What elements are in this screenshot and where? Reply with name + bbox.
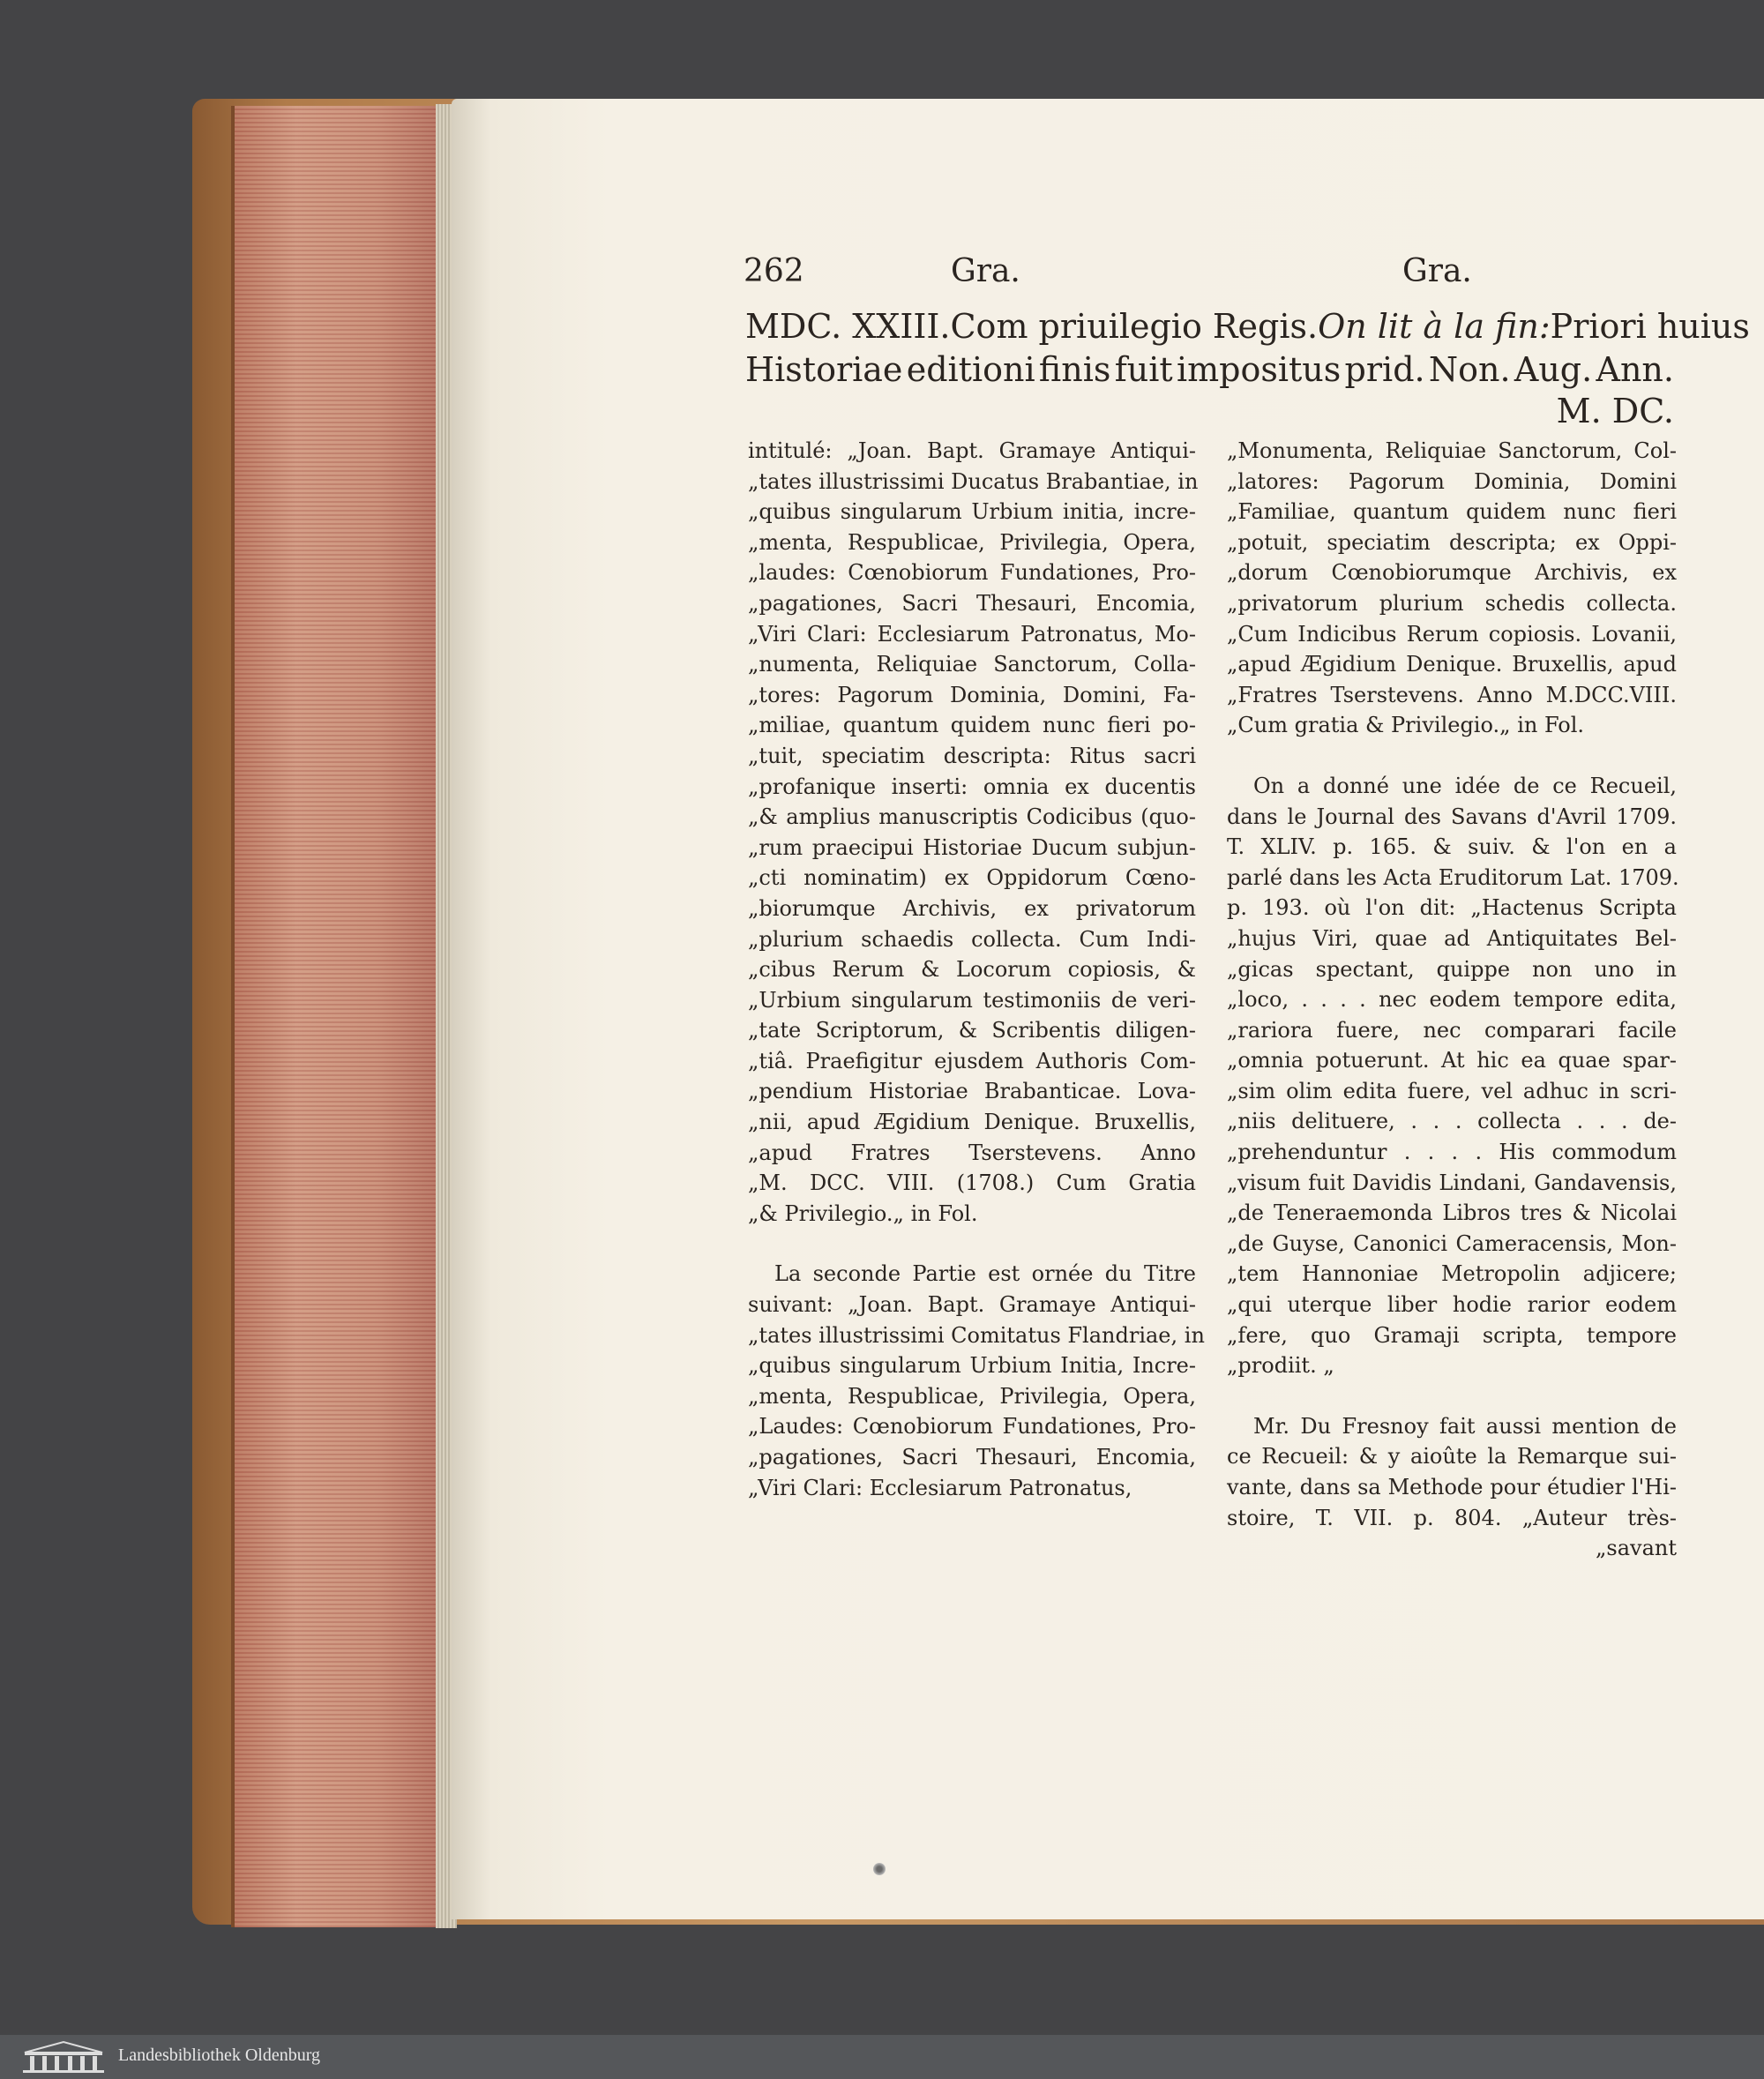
running-head-right: Gra. [1402,253,1472,289]
footer-bar [0,2035,1764,2079]
heading-word: Historiae [745,350,903,389]
heading-word: impositus [1176,350,1342,389]
page-fore-edge [231,106,439,1927]
text-line: Mr. Du Fresnoy fait aussi mention de [1253,1413,1677,1439]
text-line: intitulé: „Joan. Bapt. Gramaye Antiqui- [748,438,1196,463]
right-text-column [1227,436,1677,1564]
text-line: „cti nominatim) ex Oppidorum Cœno- [748,865,1196,891]
heading-word: Non. [1428,350,1511,389]
heading-line-3: M. DC. [1556,392,1674,430]
text-line: „apud Ægidium Denique. Bruxellis, apud [1227,652,1677,677]
text-line: parlé dans les Acta Eruditorum Lat. 1709. [1227,864,1679,890]
text-line: „pagationes, Sacri Thesauri, Encomia, [748,1445,1196,1470]
text-line: „miliae, quantum quidem nunc fieri po- [748,713,1196,738]
text-line: „pendium Historiae Brabanticae. Lova- [748,1079,1196,1104]
text-line: „rum praecipui Historiae Ducum subjun- [748,834,1196,860]
text-line: „hujus Viri, quae ad Antiquitates Bel- [1227,925,1677,951]
text-line: „cibus Rerum & Locorum copiosis, & [748,957,1196,983]
text-line: „Cum Indicibus Rerum copiosis. Lovanii, [1227,621,1677,647]
heading-line-1 [745,305,1750,348]
text-line: vante, dans sa Methode pour étudier l'Hi- [1227,1475,1677,1499]
heading-privilege: Com priuilegio Regis. [950,307,1319,346]
text-line: „tiâ. Praefigitur ejusdem Authoris Com- [748,1048,1196,1073]
text-line: „tates illustrissimi Comitatus Flandriae, in [748,1322,1205,1348]
text-line: ce Recueil: & y aioûte la Remarque sui- [1227,1444,1677,1470]
text-line: „apud Fratres Tserstevens. Anno [748,1140,1196,1165]
text-line: „potuit, speciatim descripta; ex Oppi- [1227,529,1677,555]
text-line: „de Teneraemonda Libros tres & Nicolai [1227,1200,1677,1226]
text-line: „tates illustrissimi Ducatus Brabantiae, in [748,468,1199,494]
text-line: „Viri Clari: Ecclesiarum Patronatus, Mo- [748,621,1196,647]
text-line: „rariora fuere, nec comparari facile [1227,1017,1677,1043]
heading-quote-start: Priori huius [1550,307,1750,346]
text-line: „Laudes: Cœnobiorum Fundationes, Pro- [748,1414,1196,1440]
text-line: „M. DCC. VIII. (1708.) Cum Gratia [748,1170,1196,1196]
text-line: On a donné une idée de ce Recueil, [1253,773,1677,798]
text-line: „qui uterque liber hodie rarior eodem [1227,1292,1677,1318]
heading-word: prid. [1344,350,1425,389]
heading-word: finis [1038,350,1111,389]
text-line: p. 193. où l'on dit: „Hactenus Scripta [1227,895,1677,921]
text-line: „fere, quo Gramaji scripta, tempore [1227,1322,1677,1348]
text-line: „& amplius manuscriptis Codicibus (quo- [748,804,1196,830]
text-line: „privatorum plurium schedis collecta. [1227,590,1677,616]
text-line: „pagationes, Sacri Thesauri, Encomia, [748,590,1196,616]
library-name: Landesbibliothek Oldenburg [118,2045,321,2065]
text-line: „tate Scriptorum, & Scribentis diligen- [748,1018,1196,1043]
text-line: La seconde Partie est ornée du Titre [774,1261,1196,1287]
text-line: „Familiae, quantum quidem nunc fieri [1227,499,1677,525]
text-line: dans le Journal des Savans d'Avril 1709. [1227,804,1677,829]
paragraph-gap [1227,1381,1677,1411]
heading-word: fuit [1114,350,1173,389]
text-line: „nii, apud Ægidium Denique. Bruxellis, [748,1110,1196,1135]
text-line: „Monumenta, Reliquiae Sanctorum, Col- [1227,438,1677,463]
text-line: „gicas spectant, quippe non uno in [1227,956,1677,982]
text-line: „tuit, speciatim descripta: Ritus sacri [748,743,1196,768]
page-ornament [873,1863,886,1875]
text-line: „quibus singularum Urbium Initia, Incre- [748,1353,1196,1379]
text-line: „menta, Respublicae, Privilegia, Opera, [748,529,1196,555]
text-line: suivant: „Joan. Bapt. Gramaye Antiqui- [748,1292,1196,1318]
text-line: „visum fuit Davidis Lindani, Gandavensis, [1227,1170,1677,1195]
text-line: „savant [1595,1536,1677,1561]
text-line: „Urbium singularum testimoniis de veri- [748,987,1196,1013]
running-head-left: Gra. [951,253,1020,289]
heading-date: MDC. XXIII. [745,307,951,346]
text-line: „Fratres Tserstevens. Anno M.DCC.VIII. [1227,682,1677,707]
page-number: 262 [744,253,804,289]
text-line: „latores: Pagorum Dominia, Domini [1227,468,1677,494]
paragraph-gap [748,1229,1196,1259]
paragraph-gap [1227,741,1677,771]
text-line: „omnia potuerunt. At hic ea quae spar- [1227,1048,1677,1073]
heading-note: On lit à la fin: [1318,307,1551,346]
text-line: „biorumque Archivis, ex privatorum [748,895,1196,921]
text-line: „dorum Cœnobiorumque Archivis, ex [1227,560,1677,586]
text-line: „sim olim edita fuere, vel adhuc in scri- [1227,1078,1677,1103]
text-line: „tores: Pagorum Dominia, Domini, Fa- [748,682,1196,707]
text-line: „Cum gratia & Privilegio.„ in Fol. [1227,713,1585,738]
heading-word: editioni [906,350,1035,389]
text-line: „prodiit. „ [1227,1353,1334,1379]
text-line: „prehenduntur . . . . His commodum [1227,1140,1677,1165]
text-line: „quibus singularum Urbium initia, incre- [748,499,1196,525]
left-text-column [748,436,1205,1503]
text-line: „& Privilegio.„ in Fol. [748,1200,978,1226]
heading-line-2 [745,348,1674,392]
text-line: „menta, Respublicae, Privilegia, Opera, [748,1383,1196,1409]
text-line: T. XLIV. p. 165. & suiv. & l'on en a [1227,834,1677,860]
text-line: „Viri Clari: Ecclesiarum Patronatus, [748,1475,1132,1500]
heading-word: Aug. [1514,350,1593,389]
text-line: „numenta, Reliquiae Sanctorum, Colla- [748,652,1196,677]
text-line: „tem Hannoniae Metropolin adjicere; [1227,1261,1677,1287]
text-line: „loco, . . . . nec eodem tempore edita, [1227,987,1677,1013]
library-logo-icon [19,2040,108,2074]
text-line: „de Guyse, Canonici Cameracensis, Mon- [1227,1230,1677,1256]
heading-word: Ann. [1596,350,1674,389]
text-line: „profanique inserti: omnia ex ducentis [748,774,1196,799]
text-line: „plurium schaedis collecta. Cum Indi- [748,926,1196,952]
text-line: „laudes: Cœnobiorum Fundationes, Pro- [748,560,1196,586]
text-line: „niis delituere, . . . collecta . . . de- [1227,1109,1677,1134]
text-line: stoire, T. VII. p. 804. „Auteur très- [1227,1505,1677,1530]
